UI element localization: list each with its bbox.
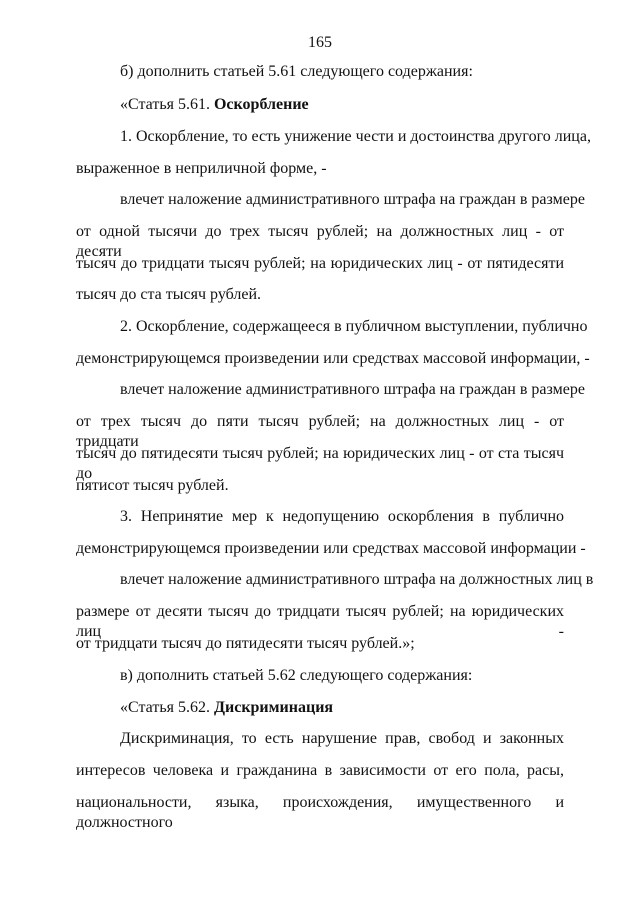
text-line: национальности, языка, происхождения, имущественного и должностного: [76, 794, 564, 831]
text-line: тысяч до ста тысяч рублей.: [76, 286, 261, 303]
text-line: влечет наложение административного штрафа на должностных лиц в: [120, 571, 594, 588]
text-line: Дискриминация, то есть нарушение прав, свобод и законных: [120, 730, 564, 747]
article-heading-5-62: [120, 698, 333, 718]
text-line: 1. Оскорбление, то есть унижение чести и достоинства другого лица,: [120, 128, 591, 145]
text-line: размере от десяти тысяч до тридцати тысяч рублей; на юридических лиц -: [76, 603, 564, 640]
page-number: 165: [308, 34, 332, 51]
text-line: демонстрирующемся произведении или средствах массовой информации, -: [76, 350, 590, 367]
text-line: от тридцати тысяч до пятидесяти тысяч рублей.»;: [76, 635, 415, 652]
text-line: интересов человека и гражданина в зависимости от его пола, расы,: [76, 762, 564, 779]
text-line: демонстрирующемся произведении или средствах массовой информации -: [76, 540, 586, 557]
article-heading-prefix: «Статья 5.62.: [120, 699, 214, 716]
article-heading-title: Оскорбление: [213, 96, 309, 113]
text-line: тысяч до тридцати тысяч рублей; на юридических лиц - от пятидесяти: [76, 255, 564, 272]
article-heading-title: Дискриминация: [213, 699, 334, 716]
article-heading-5-61: [120, 95, 309, 115]
text-line: пятисот тысяч рублей.: [76, 477, 229, 494]
text-line: 3. Непринятие мер к недопущению оскорбления в публично: [120, 508, 564, 525]
article-heading-prefix: «Статья 5.61.: [120, 96, 214, 113]
text-line: от одной тысячи до трех тысяч рублей; на должностных лиц - от десяти: [76, 223, 564, 260]
text-line: влечет наложение административного штрафа на граждан в размере: [120, 381, 585, 398]
text-line: 2. Оскорбление, содержащееся в публичном выступлении, публично: [120, 318, 588, 335]
text-line: б) дополнить статьей 5.61 следующего содержания:: [120, 63, 473, 80]
text-line: в) дополнить статьей 5.62 следующего содержания:: [120, 667, 473, 684]
text-line: тысяч до пятидесяти тысяч рублей; на юридических лиц - от ста тысяч до: [76, 445, 564, 482]
text-line: выраженное в неприличной форме, -: [76, 160, 327, 177]
text-line: от трех тысяч до пяти тысяч рублей; на должностных лиц - от тридцати: [76, 413, 564, 450]
text-line: влечет наложение административного штрафа на граждан в размере: [120, 191, 585, 208]
